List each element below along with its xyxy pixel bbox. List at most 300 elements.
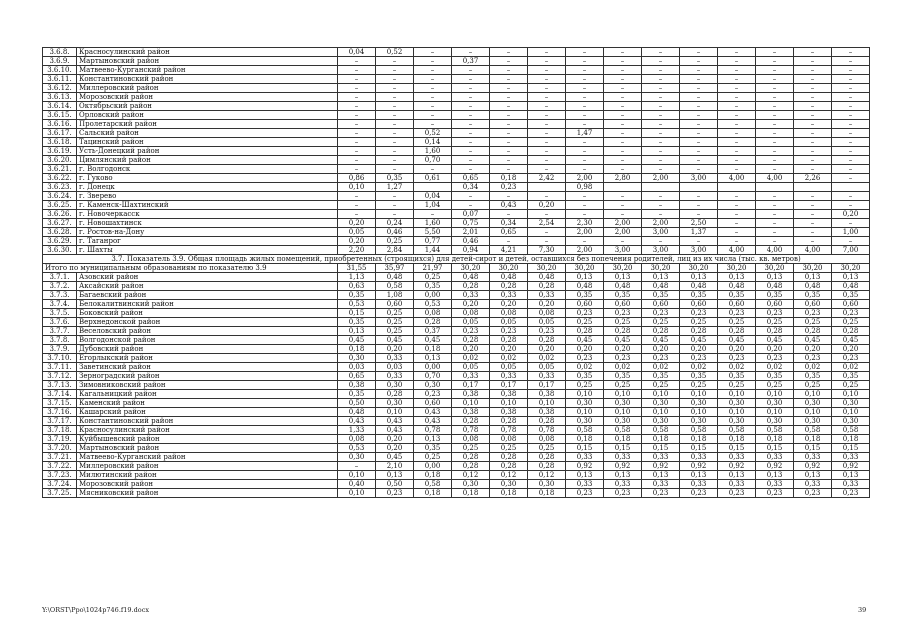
row-value: – [680, 210, 718, 219]
row-value: 0,10 [566, 408, 604, 417]
row-value: 0,58 [756, 426, 794, 435]
row-value: 0,18 [642, 435, 680, 444]
row-value: 0,23 [718, 354, 756, 363]
row-value: – [642, 192, 680, 201]
row-value: – [604, 84, 642, 93]
row-name: г. Ростов-на-Дону [77, 228, 338, 237]
total-value: 30,20 [604, 264, 642, 273]
row-name: Боковский район [77, 309, 338, 318]
row-value: 0,30 [680, 399, 718, 408]
row-value: – [794, 84, 832, 93]
row-number: 3.6.19. [43, 147, 77, 156]
row-value: 0,13 [376, 471, 414, 480]
row-value: 0,23 [376, 489, 414, 498]
row-value: – [794, 165, 832, 174]
row-value: – [566, 93, 604, 102]
row-value: 0,60 [680, 300, 718, 309]
row-number: 3.6.13. [43, 93, 77, 102]
row-value: – [376, 192, 414, 201]
row-value: 0,48 [794, 282, 832, 291]
table-row [43, 354, 870, 363]
row-value: – [414, 210, 452, 219]
row-value: – [680, 75, 718, 84]
row-value: – [680, 120, 718, 129]
row-value: 0,30 [452, 480, 490, 489]
table-row [43, 417, 870, 426]
row-value: – [756, 48, 794, 57]
row-value: – [566, 102, 604, 111]
row-value: 0,23 [718, 309, 756, 318]
row-value: 0,23 [566, 354, 604, 363]
row-value: 0,33 [832, 453, 870, 462]
row-value: – [452, 165, 490, 174]
table-row [43, 138, 870, 147]
row-value: 0,00 [414, 291, 452, 300]
row-value: – [528, 192, 566, 201]
row-number: 3.7.18. [43, 426, 77, 435]
row-value: – [528, 93, 566, 102]
row-value: 0,60 [604, 300, 642, 309]
row-value: 0,15 [338, 309, 376, 318]
row-number: 3.7.12. [43, 372, 77, 381]
row-value [604, 183, 642, 192]
row-value: – [414, 75, 452, 84]
row-value: 0,23 [414, 390, 452, 399]
row-value: – [566, 201, 604, 210]
row-value: 0,10 [338, 471, 376, 480]
row-value: 0,37 [414, 327, 452, 336]
table-row [43, 210, 870, 219]
row-value: 0,33 [718, 480, 756, 489]
row-value: 0,17 [452, 381, 490, 390]
row-value: – [604, 66, 642, 75]
row-value: 0,10 [794, 390, 832, 399]
row-value: 0,20 [528, 201, 566, 210]
row-value: 0,25 [566, 381, 604, 390]
row-value: – [756, 147, 794, 156]
row-value: – [528, 102, 566, 111]
row-value: – [756, 120, 794, 129]
row-value: – [642, 111, 680, 120]
row-value: 3,00 [680, 246, 718, 255]
row-value: 0,30 [414, 381, 452, 390]
row-value: 0,46 [452, 237, 490, 246]
table-row [43, 453, 870, 462]
row-number: 3.6.25. [43, 201, 77, 210]
row-value: 0,35 [604, 372, 642, 381]
row-value: – [528, 84, 566, 93]
table-row [43, 480, 870, 489]
row-value: 0,30 [832, 399, 870, 408]
row-value: 3,00 [642, 228, 680, 237]
row-value: 0,35 [338, 390, 376, 399]
row-value: 0,92 [794, 462, 832, 471]
row-value: 0,52 [414, 129, 452, 138]
row-value: 0,20 [794, 345, 832, 354]
row-value: 0,18 [414, 471, 452, 480]
row-value: 0,40 [338, 480, 376, 489]
row-value: 0,18 [832, 435, 870, 444]
row-value: 0,25 [604, 318, 642, 327]
row-value: 0,30 [718, 399, 756, 408]
total-value: 30,20 [680, 264, 718, 273]
row-value: – [718, 102, 756, 111]
row-value: 0,23 [680, 489, 718, 498]
row-name: г. Гуково [77, 174, 338, 183]
row-value: 0,45 [756, 336, 794, 345]
row-value: 1,60 [414, 147, 452, 156]
row-value: 0,28 [452, 336, 490, 345]
row-value: – [756, 111, 794, 120]
row-value: – [338, 147, 376, 156]
row-value: 0,30 [338, 354, 376, 363]
row-value: 0,13 [566, 273, 604, 282]
row-value: – [490, 147, 528, 156]
row-value: 0,25 [756, 318, 794, 327]
row-value: 0,25 [642, 381, 680, 390]
table-row [43, 462, 870, 471]
row-value: – [604, 156, 642, 165]
row-value: 0,35 [414, 282, 452, 291]
row-value: – [680, 84, 718, 93]
row-value: 0,25 [566, 318, 604, 327]
row-value: 0,13 [642, 273, 680, 282]
row-value: 0,25 [376, 318, 414, 327]
row-value: 0,25 [414, 453, 452, 462]
row-value: 0,25 [490, 444, 528, 453]
row-value: 0,30 [756, 399, 794, 408]
row-value: 0,17 [490, 381, 528, 390]
row-value: – [718, 111, 756, 120]
row-value: – [376, 111, 414, 120]
row-value: 0,33 [604, 480, 642, 489]
row-value: – [718, 129, 756, 138]
row-value: – [528, 165, 566, 174]
row-value: – [528, 228, 566, 237]
row-value [756, 183, 794, 192]
row-name: г. Шахты [77, 246, 338, 255]
row-value: 0,60 [832, 300, 870, 309]
row-value: – [490, 138, 528, 147]
row-value: – [604, 210, 642, 219]
row-value: 0,33 [376, 354, 414, 363]
row-value: – [452, 75, 490, 84]
row-value: – [338, 57, 376, 66]
row-value: 0,35 [794, 291, 832, 300]
total-value: 21,97 [414, 264, 452, 273]
table-row [43, 57, 870, 66]
row-value: 0,25 [604, 381, 642, 390]
row-value: 0,05 [528, 363, 566, 372]
row-value: 0,13 [718, 471, 756, 480]
row-value: 0,00 [414, 363, 452, 372]
row-value: 0,35 [680, 372, 718, 381]
row-value: – [832, 201, 870, 210]
row-number: 3.7.3. [43, 291, 77, 300]
row-value: – [452, 192, 490, 201]
row-value: 0,23 [566, 309, 604, 318]
row-value: 3,00 [680, 174, 718, 183]
row-value: – [756, 75, 794, 84]
row-number: 3.7.25. [43, 489, 77, 498]
row-value: 0,23 [642, 309, 680, 318]
row-number: 3.7.11. [43, 363, 77, 372]
row-number: 3.7.19. [43, 435, 77, 444]
row-value: 0,63 [338, 282, 376, 291]
row-value: – [794, 201, 832, 210]
row-value: 0,05 [338, 228, 376, 237]
row-value: – [642, 210, 680, 219]
row-value: 0,15 [642, 444, 680, 453]
row-number: 3.6.24. [43, 192, 77, 201]
row-number: 3.7.8. [43, 336, 77, 345]
row-value: 0,28 [490, 417, 528, 426]
table-row [43, 318, 870, 327]
row-value: 0,30 [794, 399, 832, 408]
row-name: г. Новошахтинск [77, 219, 338, 228]
row-value: 0,30 [566, 417, 604, 426]
row-value: – [490, 66, 528, 75]
row-value: – [642, 57, 680, 66]
row-value: – [832, 156, 870, 165]
row-value [642, 183, 680, 192]
row-value: – [832, 84, 870, 93]
row-value: 0,38 [490, 390, 528, 399]
row-name: Азовский район [77, 273, 338, 282]
row-value: 0,08 [414, 309, 452, 318]
row-value: 2,00 [642, 219, 680, 228]
row-value: 0,23 [604, 489, 642, 498]
row-name: Волгодонской район [77, 336, 338, 345]
table-row [43, 273, 870, 282]
row-value: 0,15 [604, 444, 642, 453]
row-value: 0,20 [604, 345, 642, 354]
row-value: 1,13 [338, 273, 376, 282]
row-value: 0,94 [452, 246, 490, 255]
row-value: – [376, 129, 414, 138]
row-value: 0,10 [566, 390, 604, 399]
row-value: – [794, 66, 832, 75]
row-value: – [376, 57, 414, 66]
row-value: 0,92 [642, 462, 680, 471]
row-value: – [376, 138, 414, 147]
row-value: 0,02 [832, 363, 870, 372]
row-name: Орловский район [77, 111, 338, 120]
row-value: – [566, 156, 604, 165]
row-name: Веселовский район [77, 327, 338, 336]
row-value: 0,13 [680, 471, 718, 480]
row-value: 0,38 [490, 408, 528, 417]
table-row [43, 309, 870, 318]
row-value: 0,05 [452, 318, 490, 327]
row-value: – [756, 156, 794, 165]
row-value: 0,25 [376, 309, 414, 318]
table-row [43, 399, 870, 408]
row-number: 3.7.21. [43, 453, 77, 462]
total-value: 35,97 [376, 264, 414, 273]
row-value: – [376, 210, 414, 219]
row-value: – [680, 102, 718, 111]
row-number: 3.6.14. [43, 102, 77, 111]
total-value: 30,20 [528, 264, 566, 273]
row-value: 2,20 [338, 246, 376, 255]
row-value: 0,65 [338, 372, 376, 381]
row-value: 0,03 [338, 363, 376, 372]
row-value: – [832, 102, 870, 111]
row-value: 0,28 [452, 282, 490, 291]
row-value: 0,13 [756, 471, 794, 480]
row-value: 0,20 [832, 210, 870, 219]
row-value: 0,28 [756, 327, 794, 336]
row-value: – [604, 138, 642, 147]
row-value: 0,23 [756, 309, 794, 318]
row-value: 0,61 [414, 174, 452, 183]
row-value: – [452, 48, 490, 57]
row-value: 0,92 [832, 462, 870, 471]
row-value: – [680, 165, 718, 174]
row-value: – [680, 156, 718, 165]
row-value: 0,25 [832, 318, 870, 327]
row-value: 0,18 [528, 489, 566, 498]
row-number: 3.7.16. [43, 408, 77, 417]
row-value: – [832, 219, 870, 228]
row-value: – [338, 102, 376, 111]
row-value: – [414, 48, 452, 57]
row-value: 0,23 [680, 309, 718, 318]
row-value: 0,48 [642, 282, 680, 291]
row-value: 0,15 [718, 444, 756, 453]
row-value: 0,08 [452, 309, 490, 318]
row-value: 0,70 [414, 372, 452, 381]
row-value: 0,25 [376, 237, 414, 246]
row-value: – [718, 210, 756, 219]
row-value: – [718, 156, 756, 165]
row-name: Пролетарский район [77, 120, 338, 129]
row-value: 0,23 [680, 354, 718, 363]
row-value: – [794, 210, 832, 219]
row-value: 0,48 [604, 282, 642, 291]
row-value: 0,30 [528, 480, 566, 489]
row-value: 0,18 [414, 345, 452, 354]
row-value: – [756, 210, 794, 219]
table-row [43, 336, 870, 345]
row-value: 0,10 [794, 408, 832, 417]
row-value: 0,35 [718, 372, 756, 381]
row-value: – [376, 75, 414, 84]
row-value: 0,10 [338, 183, 376, 192]
row-value: 0,23 [642, 354, 680, 363]
row-value: 0,30 [832, 417, 870, 426]
row-value: – [376, 93, 414, 102]
row-value: – [680, 147, 718, 156]
row-value: – [642, 93, 680, 102]
row-name: Заветинский район [77, 363, 338, 372]
row-value: 0,33 [832, 480, 870, 489]
row-value: 0,07 [452, 210, 490, 219]
row-value: 0,48 [832, 282, 870, 291]
table-row [43, 84, 870, 93]
row-value: – [642, 165, 680, 174]
row-value: 0,25 [718, 318, 756, 327]
row-value: 0,60 [414, 399, 452, 408]
table-row [43, 183, 870, 192]
row-value: 0,46 [376, 228, 414, 237]
row-name: Октябрьский район [77, 102, 338, 111]
row-value: 0,25 [528, 444, 566, 453]
table-row [43, 381, 870, 390]
row-number: 3.7.5. [43, 309, 77, 318]
row-value: 0,92 [566, 462, 604, 471]
row-value: 0,58 [794, 426, 832, 435]
row-name: Константиновский район [77, 417, 338, 426]
row-name: г. Волгодонск [77, 165, 338, 174]
row-value: 0,60 [642, 300, 680, 309]
table-row [43, 102, 870, 111]
row-value: – [604, 147, 642, 156]
row-value: 0,28 [566, 327, 604, 336]
row-name: Усть-Донецкий район [77, 147, 338, 156]
row-value: 2,80 [604, 174, 642, 183]
row-value: – [642, 66, 680, 75]
row-value: 0,30 [604, 417, 642, 426]
row-name: Цимлянский район [77, 156, 338, 165]
row-value: 0,28 [718, 327, 756, 336]
row-value: – [756, 57, 794, 66]
row-value: – [680, 192, 718, 201]
row-value: – [566, 48, 604, 57]
row-value: – [490, 93, 528, 102]
row-value: 0,30 [338, 453, 376, 462]
row-value: 0,23 [832, 489, 870, 498]
row-name: Кагальницкий район [77, 390, 338, 399]
row-value: 0,78 [414, 426, 452, 435]
row-value: 7,00 [832, 246, 870, 255]
row-value: – [376, 156, 414, 165]
row-value: – [566, 147, 604, 156]
row-value: 0,02 [756, 363, 794, 372]
row-number: 3.6.9. [43, 57, 77, 66]
row-name: Сальский район [77, 129, 338, 138]
row-value: 0,12 [490, 471, 528, 480]
row-name: г. Донецк [77, 183, 338, 192]
row-value: – [566, 57, 604, 66]
row-value: 0,23 [528, 327, 566, 336]
row-name: Морозовский район [77, 93, 338, 102]
row-value: 0,35 [756, 291, 794, 300]
row-value: – [528, 111, 566, 120]
row-value: 0,02 [452, 354, 490, 363]
row-value: – [718, 165, 756, 174]
row-name: Красносулинский район [77, 426, 338, 435]
row-value: 4,00 [756, 246, 794, 255]
row-value [680, 183, 718, 192]
row-number: 3.7.10. [43, 354, 77, 363]
row-value: 0,20 [528, 345, 566, 354]
row-value: – [680, 57, 718, 66]
row-value: 0,23 [832, 354, 870, 363]
row-value: – [452, 201, 490, 210]
row-value: 0,58 [376, 282, 414, 291]
row-value: – [338, 192, 376, 201]
row-name: г. Зверево [77, 192, 338, 201]
row-value: 0,10 [452, 399, 490, 408]
row-value: 0,24 [376, 219, 414, 228]
row-value: 0,25 [756, 381, 794, 390]
row-value: – [756, 138, 794, 147]
row-value: 0,20 [452, 300, 490, 309]
row-value: 0,20 [528, 300, 566, 309]
row-value: 0,78 [452, 426, 490, 435]
